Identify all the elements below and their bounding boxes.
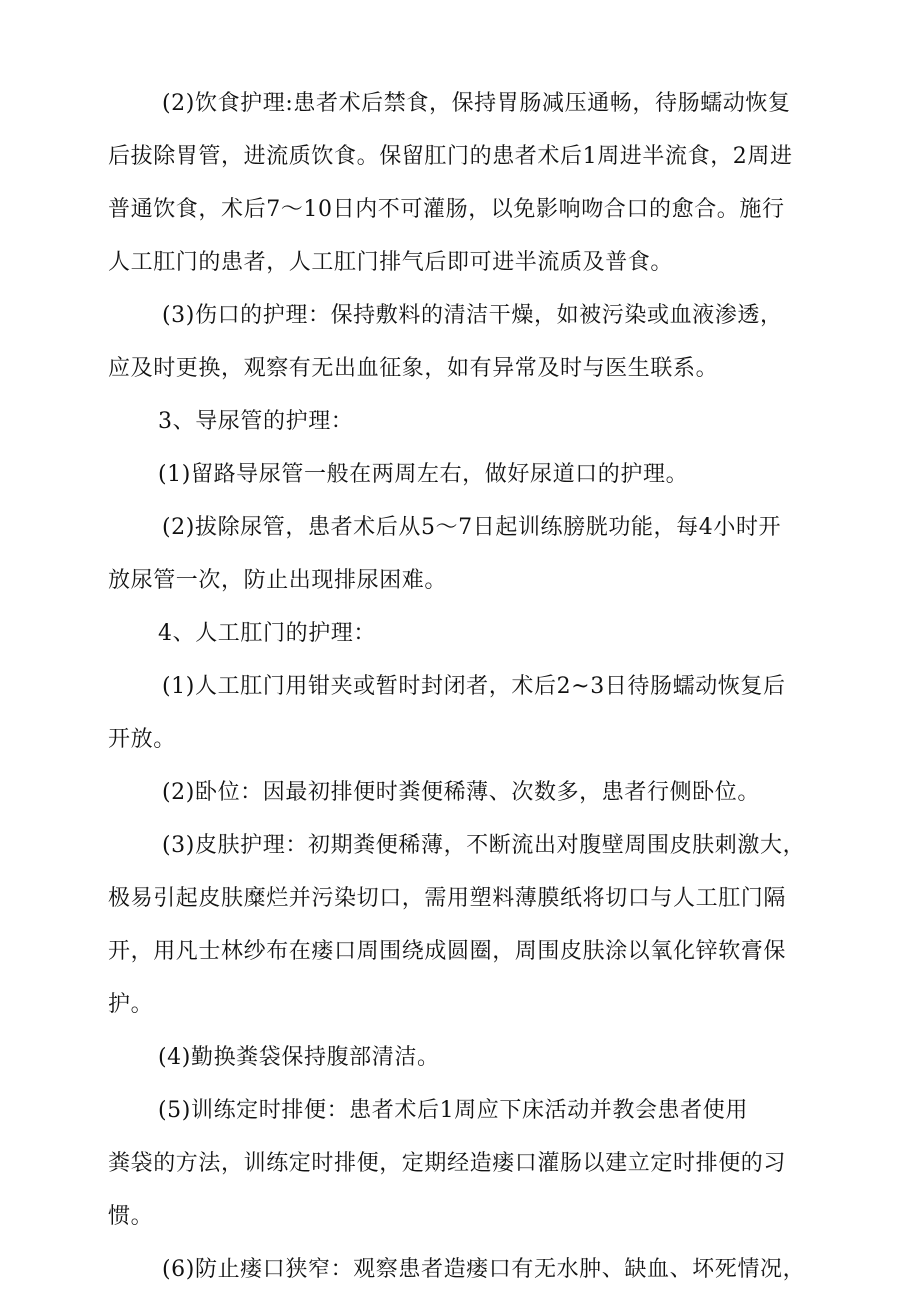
section-heading-3: 3、导尿管的护理： xyxy=(158,409,354,434)
text-line-15: (3)皮肤护理：初期粪便稀薄，不断流出对腹壁周围皮肤刺激大， xyxy=(162,833,806,858)
section-heading-4: 4、人工肛门的护理： xyxy=(158,621,376,646)
text-line-21: 粪袋的方法，训练定时排便，定期经造瘘口灌肠以建立定时排便的习 xyxy=(108,1151,787,1176)
text-line-18: 护。 xyxy=(108,992,154,1017)
text-line-9: (2)拔除尿管，患者术后从5～7日起训练膀胱功能，每4小时开 xyxy=(162,515,782,540)
text-line-4: 人工肛门的患者，人工肛门排气后即可进半流质及普食。 xyxy=(108,250,674,275)
text-line-1: (2)饮食护理:患者术后禁食，保持胃肠减压通畅，待肠蠕动恢复 xyxy=(162,91,791,116)
text-line-22: 惯。 xyxy=(108,1204,154,1229)
text-line-3: 普通饮食，术后7～10日内不可灌肠，以免影响吻合口的愈合。施行 xyxy=(108,197,785,222)
text-line-14: (2)卧位：因最初排便时粪便稀薄、次数多，患者行侧卧位。 xyxy=(162,780,760,805)
text-line-23: (6)防止瘘口狭窄：观察患者造瘘口有无水肿、缺血、坏死情况， xyxy=(162,1257,806,1282)
text-line-2: 后拔除胃管，进流质饮食。保留肛门的患者术后1周进半流食，2周进 xyxy=(108,144,793,169)
text-line-16: 极易引起皮肤糜烂并污染切口，需用塑料薄膜纸将切口与人工肛门隔 xyxy=(108,886,787,911)
text-line-19: (4)勤换粪袋保持腹部清洁。 xyxy=(158,1045,440,1070)
text-line-20: (5)训练定时排便：患者术后1周应下床活动并教会患者使用 xyxy=(158,1098,748,1123)
text-line-12: (1)人工肛门用钳夹或暂时封闭者，术后2~3日待肠蠕动恢复后 xyxy=(162,674,786,699)
text-line-5: (3)伤口的护理：保持敷料的清洁干燥，如被污染或血液渗透， xyxy=(162,303,783,328)
text-line-10: 放尿管一次，防止出现排尿困难。 xyxy=(108,568,448,593)
text-line-13: 开放。 xyxy=(108,727,176,752)
text-line-6: 应及时更换，观察有无出血征象，如有异常及时与医生联系。 xyxy=(108,356,719,381)
text-line-17: 开，用凡士林纱布在瘘口周围绕成圆圈，周围皮肤涂以氧化锌软膏保 xyxy=(108,939,787,964)
text-line-8: (1)留路导尿管一般在两周左右，做好尿道口的护理。 xyxy=(158,462,689,487)
